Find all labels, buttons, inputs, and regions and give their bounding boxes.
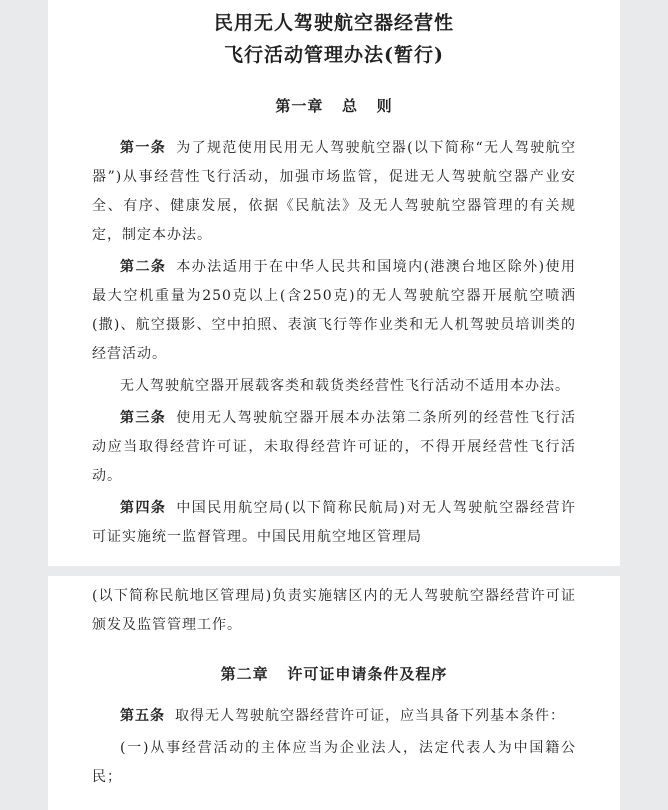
article-2-paragraph-2: 无人驾驶航空器开展载客类和载货类经营性飞行活动不适用本办法。: [120, 378, 570, 394]
article-1-text: 为了规范使用民用无人驾驶航空器(以下简称“无人驾驶航空器”)从事经营性飞行活动，加强市场监管，促进无人驾驶航空器产业安全、有序、健康发展，依据《民航法》及无人驾驶航空器管理的有关规定，制定本办法。: [92, 140, 577, 243]
article-1-label: 第一条: [120, 140, 167, 156]
article-5-text: 取得无人驾驶航空器经营许可证，应当具备下列基本条件：: [175, 708, 565, 724]
document-title-line-2: 飞行活动管理办法(暂行): [224, 44, 444, 66]
article-4-text: 中国民用航空局(以下简称民航局)对无人驾驶航空器经营许可证实施统一监督管理。中国民用航空地区管理局: [92, 500, 576, 545]
article-1: [92, 134, 576, 250]
article-2: [92, 253, 576, 369]
document-title-line-1: 民用无人驾驶航空器经营性: [213, 12, 454, 34]
article-3: [92, 404, 576, 491]
article-5-label: 第五条: [120, 708, 165, 724]
document-page-2: [48, 576, 620, 810]
article-4: [92, 494, 576, 552]
article-3-text: 使用无人驾驶航空器开展本办法第二条所列的经营性飞行活动应当取得经营许可证，未取得经营许可证的，不得开展经营性飞行活动。: [92, 410, 577, 484]
article-4-continued: (以下简称民航地区管理局)负责实施辖区内的无人驾驶航空器经营许可证颁发及监管管理工作。: [92, 588, 576, 633]
chapter-2-heading: 第二章 许可证申请条件及程序: [220, 665, 448, 683]
document-page-1: [48, 0, 620, 566]
article-3-label: 第三条: [120, 410, 167, 426]
article-2-label: 第二条: [120, 259, 167, 275]
article-5-item-1: (一)从事经营活动的主体应当为企业法人，法定代表人为中国籍公民；: [92, 740, 576, 785]
article-4-label: 第四条: [120, 500, 167, 516]
chapter-1-heading: 第一章 总 则: [275, 97, 393, 115]
article-5: [92, 702, 576, 731]
article-2-text: 本办法适用于在中华人民共和国境内(港澳台地区除外)使用最大空机重量为250克以上(含250克)的无人驾驶航空器开展航空喷洒(撒)、航空摄影、空中拍照、表演飞行等作业类和无人机驾驶员培训类的经营活动。: [92, 259, 576, 362]
